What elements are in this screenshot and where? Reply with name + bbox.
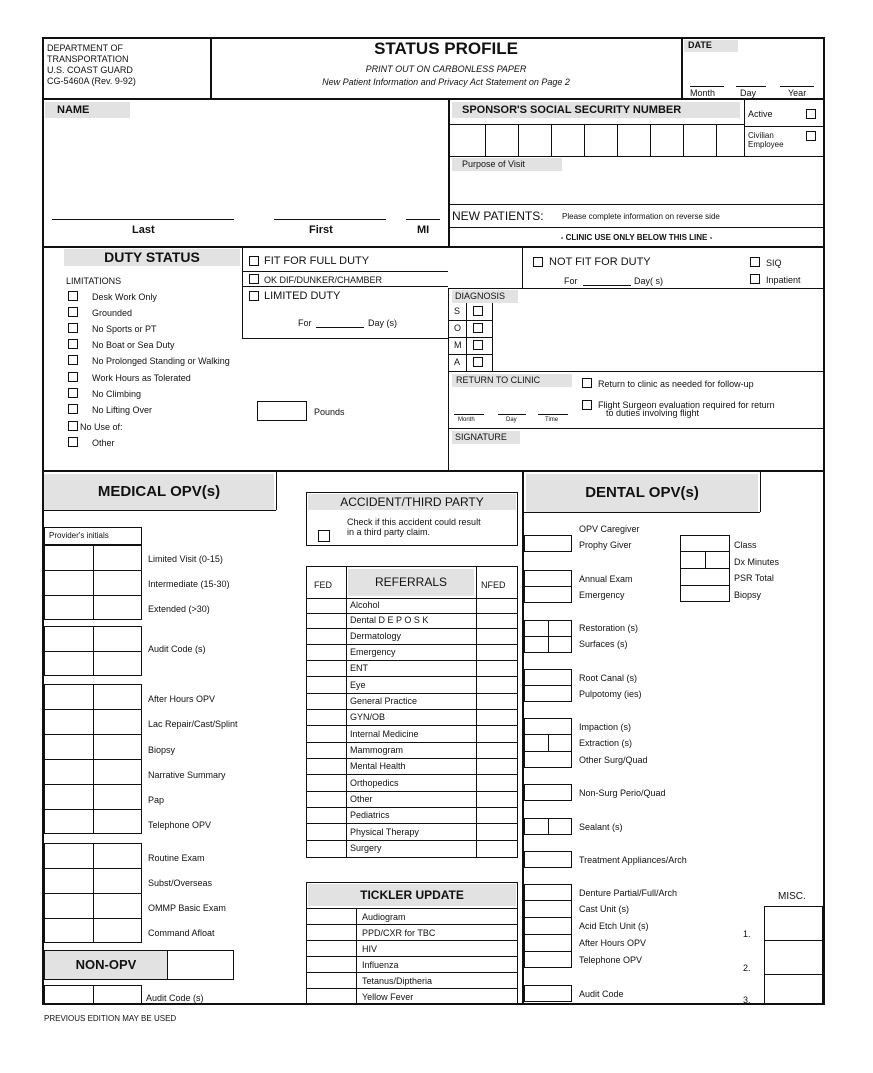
not-fit-days-label: Day( s) xyxy=(634,276,663,286)
subtitle-privacy: New Patient Information and Privacy Act Statement on Page 2 xyxy=(322,77,570,87)
limited-duty-checkbox[interactable] xyxy=(249,291,259,301)
diagnosis-label: DIAGNOSIS xyxy=(452,290,518,303)
tickler-item: Influenza xyxy=(362,960,399,970)
active-checkbox[interactable] xyxy=(806,109,816,119)
tickler-item: Audiogram xyxy=(362,912,406,922)
dental-item-label: Surfaces (s) xyxy=(579,639,628,649)
date-label: DATE xyxy=(684,40,738,52)
medical-item-label: Telephone OPV xyxy=(148,820,212,830)
return-time-label: Time xyxy=(545,417,559,423)
limitation-checkbox[interactable] xyxy=(68,404,78,414)
referral-item: Dental D E P O S K xyxy=(350,615,429,625)
sponsor-ssn-label: SPONSOR'S SOCIAL SECURITY NUMBER xyxy=(452,102,740,118)
soma-letter: S xyxy=(454,306,461,316)
date-year-label: Year xyxy=(788,88,807,98)
flight-surgeon-label-2: to duties involving flight xyxy=(606,408,700,418)
pounds-field[interactable] xyxy=(257,401,307,421)
dental-side-label: Dx Minutes xyxy=(734,557,780,567)
soma-letter: O xyxy=(454,323,462,333)
tickler-label: TICKLER UPDATE xyxy=(308,884,516,906)
soma-checkbox[interactable] xyxy=(473,340,483,350)
return-time-field[interactable] xyxy=(538,414,568,415)
dental-item-label: Restoration (s) xyxy=(579,623,639,633)
duty-status-label: DUTY STATUS xyxy=(64,249,240,266)
return-month-field[interactable] xyxy=(454,414,484,415)
tickler-item: Yellow Fever xyxy=(362,992,414,1002)
dental-item-label: Root Canal (s) xyxy=(579,673,638,683)
return-day-label: Day xyxy=(506,417,517,423)
limited-duty-label: LIMITED DUTY xyxy=(264,290,341,302)
siq-checkbox[interactable] xyxy=(750,257,760,267)
limitation-checkbox[interactable] xyxy=(68,307,78,317)
inpatient-label: Inpatient xyxy=(766,275,801,285)
date-month-label: Month xyxy=(690,88,716,98)
limitation-label: No Climbing xyxy=(92,389,142,399)
purpose-field[interactable] xyxy=(450,172,822,202)
medical-item-label: Command Afloat xyxy=(148,928,215,938)
referral-item: Dermatology xyxy=(350,631,402,641)
fit-full-duty-checkbox[interactable] xyxy=(249,256,259,266)
name-mi-label: MI xyxy=(417,224,430,236)
page-title: STATUS PROFILE xyxy=(374,39,518,58)
dental-item-label: Prophy Giver xyxy=(579,540,632,550)
referrals-fed-header: FED xyxy=(314,580,332,590)
siq-label: SIQ xyxy=(766,258,782,268)
date-field[interactable] xyxy=(684,54,822,86)
limitation-checkbox[interactable] xyxy=(68,388,78,398)
limitation-label: Desk Work Only xyxy=(92,292,157,302)
referral-item: Emergency xyxy=(350,647,396,657)
limitation-checkbox[interactable] xyxy=(68,372,78,382)
not-fit-days-field[interactable] xyxy=(583,285,631,286)
return-month-label: Month xyxy=(458,417,475,423)
medical-item-label: Pap xyxy=(148,795,165,805)
referral-item: Internal Medicine xyxy=(350,729,419,739)
date-day-label: Day xyxy=(740,88,757,98)
signature-field[interactable] xyxy=(524,431,822,467)
referral-item: General Practice xyxy=(350,696,418,706)
ok-dif-checkbox[interactable] xyxy=(249,274,259,284)
dept-line: U.S. COAST GUARD xyxy=(47,65,133,75)
dept-line: TRANSPORTATION xyxy=(47,54,129,64)
referrals-label: REFERRALS xyxy=(348,569,474,596)
dental-side-label: Class xyxy=(734,540,757,550)
dental-side-label: PSR Total xyxy=(734,573,774,583)
civilian-label: Civilian xyxy=(748,131,774,140)
return-to-clinic-label: RETURN TO CLINIC xyxy=(452,374,572,387)
not-fit-for-label: For xyxy=(564,276,578,286)
referral-item: Physical Therapy xyxy=(350,827,419,837)
return-as-needed-label: Return to clinic as needed for follow-up xyxy=(598,379,754,389)
return-as-needed-checkbox[interactable] xyxy=(582,378,592,388)
limited-days-label: Day (s) xyxy=(368,318,397,328)
inpatient-checkbox[interactable] xyxy=(750,274,760,284)
limitations-label: LIMITATIONS xyxy=(66,276,122,286)
referral-item: Orthopedics xyxy=(350,778,399,788)
medical-item-label: Intermediate (15-30) xyxy=(148,579,230,589)
signature-label: SIGNATURE xyxy=(452,431,520,444)
dental-item-label: OPV Caregiver xyxy=(579,524,640,534)
dental-item-label: Telephone OPV xyxy=(579,955,643,965)
medical-item-label: Biopsy xyxy=(148,745,176,755)
soma-checkbox[interactable] xyxy=(473,357,483,367)
misc-boxes[interactable] xyxy=(764,906,823,1005)
dental-item-label: Non-Surg Perio/Quad xyxy=(579,788,666,798)
dental-item-label: Other Surg/Quad xyxy=(579,755,648,765)
medical-item-label: Lac Repair/Cast/Splint xyxy=(148,719,238,729)
referral-item: Surgery xyxy=(350,843,382,853)
referral-item: GYN/OB xyxy=(350,712,386,722)
referral-item: Pediatrics xyxy=(350,810,390,820)
pounds-label: Pounds xyxy=(314,407,345,417)
limited-days-field[interactable] xyxy=(316,327,364,328)
dental-item-label: Annual Exam xyxy=(579,574,633,584)
medical-item-label: After Hours OPV xyxy=(148,694,216,704)
accident-text-2: in a third party claim. xyxy=(347,527,431,537)
misc-number: 3. xyxy=(743,995,751,1005)
referral-item: Mammogram xyxy=(350,745,404,755)
flight-surgeon-label: Flight Surgeon evaluation required for return xyxy=(598,400,775,410)
medical-item-label: Audit Code (s) xyxy=(148,644,206,654)
form-number: CG-5460A (Rev. 9-92) xyxy=(47,76,136,86)
soma-letter: A xyxy=(454,357,461,367)
limitation-checkbox[interactable] xyxy=(68,339,78,349)
limited-for-label: For xyxy=(298,318,312,328)
medical-item-label: Subst/Overseas xyxy=(148,878,213,888)
limitation-label: No Sports or PT xyxy=(92,324,157,334)
dental-side-label: Biopsy xyxy=(734,590,762,600)
non-opv-label: NON-OPV xyxy=(45,951,167,979)
limitation-checkbox[interactable] xyxy=(68,421,78,431)
accident-label: ACCIDENT/THIRD PARTY xyxy=(308,494,516,510)
tickler-item: Tetanus/Diptheria xyxy=(362,976,433,986)
dental-item-label: Denture Partial/Full/Arch xyxy=(579,888,678,898)
dept-line: DEPARTMENT OF xyxy=(47,43,124,53)
name-label: NAME xyxy=(45,102,130,118)
clinic-use-divider: - CLINIC USE ONLY BELOW THIS LINE - xyxy=(560,233,713,242)
accident-checkbox[interactable] xyxy=(318,530,330,542)
name-first-label: First xyxy=(309,224,333,236)
medical-item-label: OMMP Basic Exam xyxy=(148,903,226,913)
fit-full-duty-label: FIT FOR FULL DUTY xyxy=(264,255,370,267)
medical-opv-label: MEDICAL OPV(s) xyxy=(44,474,274,510)
dental-opv-label: DENTAL OPV(s) xyxy=(526,474,758,512)
tickler-item: PPD/CXR for TBC xyxy=(362,928,436,938)
referral-item: Eye xyxy=(350,680,366,690)
footer-note: PREVIOUS EDITION MAY BE USED xyxy=(44,1014,177,1023)
limitation-label: Other xyxy=(92,438,115,448)
referral-item: Alcohol xyxy=(350,600,380,610)
non-opv-audit-label: Audit Code (s) xyxy=(146,993,204,1003)
limitation-label: Work Hours as Tolerated xyxy=(92,373,191,383)
soma-checkbox[interactable] xyxy=(473,323,483,333)
soma-checkbox[interactable] xyxy=(473,306,483,316)
medical-item-label: Extended (>30) xyxy=(148,604,210,614)
tickler-item: HIV xyxy=(362,944,378,954)
accident-text: Check if this accident could result xyxy=(347,517,481,527)
dental-item-label: Emergency xyxy=(579,590,625,600)
name-last-label: Last xyxy=(132,224,155,236)
dental-item-label: Treatment Appliances/Arch xyxy=(579,855,687,865)
active-label: Active xyxy=(748,109,773,119)
misc-label: MISC. xyxy=(778,891,806,902)
purpose-label: Purpose of Visit xyxy=(452,158,562,171)
limitation-checkbox[interactable] xyxy=(68,355,78,365)
referral-item: ENT xyxy=(350,663,368,673)
ok-dif-label: OK DIF/DUNKER/CHAMBER xyxy=(264,275,383,285)
new-patients-note: Please complete information on reverse side xyxy=(562,212,720,221)
new-patients-label: NEW PATIENTS: xyxy=(452,209,544,223)
limitation-label: No Use of: xyxy=(80,422,123,432)
name-field[interactable] xyxy=(46,122,444,218)
limitation-label: No Boat or Sea Duty xyxy=(92,340,175,350)
limitation-checkbox[interactable] xyxy=(68,291,78,301)
employee-label: Employee xyxy=(748,140,784,149)
medical-item-label: Limited Visit (0-15) xyxy=(148,554,223,564)
referrals-table xyxy=(306,566,518,858)
not-fit-label: NOT FIT FOR DUTY xyxy=(549,256,651,268)
medical-item-label: Routine Exam xyxy=(148,853,205,863)
dental-item-label: Cast Unit (s) xyxy=(579,904,630,914)
not-fit-checkbox[interactable] xyxy=(533,257,543,267)
referrals-nfed-header: NFED xyxy=(481,580,506,590)
flight-surgeon-checkbox[interactable] xyxy=(582,400,592,410)
dental-item-label: Acid Etch Unit (s) xyxy=(579,921,649,931)
limitation-label: Grounded xyxy=(92,308,133,318)
dental-item-label: Impaction (s) xyxy=(579,722,632,732)
diagnosis-field[interactable] xyxy=(494,292,822,368)
return-day-field[interactable] xyxy=(498,414,526,415)
dental-item-label: Audit Code xyxy=(579,989,624,999)
soma-letter: M xyxy=(454,340,462,350)
dental-item-label: After Hours OPV xyxy=(579,938,647,948)
dental-item-label: Pulpotomy (ies) xyxy=(579,689,642,699)
referral-item: Mental Health xyxy=(350,761,406,771)
misc-number: 1. xyxy=(743,929,751,939)
limitation-label: No Prolonged Standing or Walking xyxy=(92,356,230,366)
limitation-checkbox[interactable] xyxy=(68,437,78,447)
dental-item-label: Sealant (s) xyxy=(579,822,623,832)
referral-item: Other xyxy=(350,794,373,804)
dental-item-label: Extraction (s) xyxy=(579,738,633,748)
limitation-checkbox[interactable] xyxy=(68,323,78,333)
provider-initials-label: Provider's initials xyxy=(49,531,109,540)
misc-number: 2. xyxy=(743,963,751,973)
medical-item-label: Narrative Summary xyxy=(148,770,226,780)
civilian-checkbox[interactable] xyxy=(806,131,816,141)
subtitle-carbonless: PRINT OUT ON CARBONLESS PAPER xyxy=(365,64,527,74)
limitation-label: No Lifting Over xyxy=(92,405,153,415)
